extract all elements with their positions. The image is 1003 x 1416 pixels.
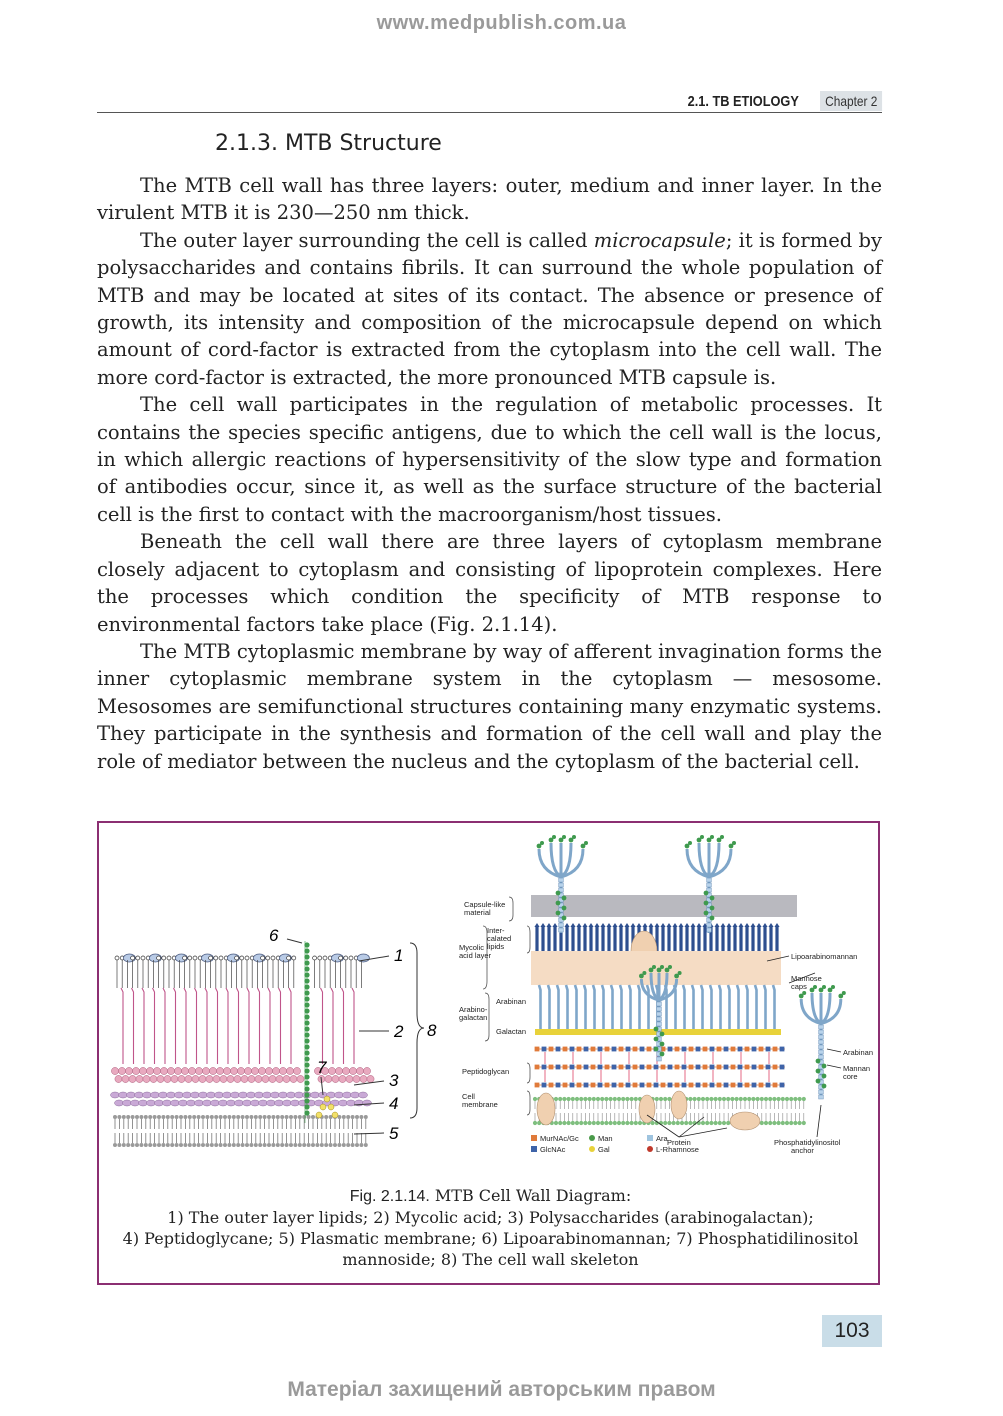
figure-caption: [119, 1185, 862, 1270]
label-2: 2: [394, 1022, 404, 1041]
paragraph-4: Beneath the cell wall there are three layers of cytoplasm membrane closely adjacent to cytoplasm and consisting of lipoprotein complexes. Here the processes which condition the specificity of MTB response to environmental factors take place (Fig. 2.1.14).: [97, 530, 882, 636]
label-pi-anchor-2: anchor: [791, 1146, 814, 1155]
label-lipoarabinomannan: Lipoarabinomannan: [791, 952, 858, 961]
caption-title: MTB Cell Wall Diagram:: [429, 1186, 632, 1205]
label-1: 1: [394, 946, 404, 965]
legend-label: Man: [598, 1134, 613, 1143]
legend-label: Gal: [598, 1145, 610, 1154]
legend-swatch: [531, 1146, 537, 1152]
label-arabinogalactan-2: galactan: [459, 1013, 488, 1022]
paragraph-2-term: microcapsule: [593, 228, 726, 252]
label-intercalated-1: Inter-: [487, 926, 505, 935]
cell-membrane-bilayer: [533, 1097, 806, 1125]
label-mannose-caps-1: Mannose: [791, 974, 822, 983]
lipoarabinomannan-chain: [304, 941, 309, 1123]
paragraph-2: [97, 227, 882, 391]
svg-text:galactan: [459, 1013, 487, 1022]
label-mycolic-2: acid layer: [459, 951, 492, 960]
intercalated-lipid-band: [531, 951, 781, 985]
label-cell-membrane-2: membrane: [462, 1100, 498, 1109]
running-head-section: 2.1. TB ETIOLOGY: [687, 92, 799, 110]
running-head: [668, 90, 882, 112]
capsule-band: [531, 895, 797, 917]
caption-line-3: 4) Peptidoglycane; 5) Plasmatic membrane; 6) Lipoarabinomannan; 7) Phosphatidilinositol: [122, 1229, 859, 1248]
label-capsule-1: Capsule-like: [464, 900, 506, 909]
label-intercalated-2: calated: [487, 934, 512, 943]
cell-wall-diagram: [99, 823, 878, 1183]
mycolic-acid-chains: [121, 988, 354, 1064]
svg-text:material: [464, 908, 491, 917]
legend-swatch: [589, 1135, 595, 1141]
peptidoglycan-layer: [111, 1092, 372, 1106]
legend-label: GlcNAc: [540, 1145, 566, 1154]
label-pi-anchor-1: Phosphatidylinositol: [774, 1138, 841, 1147]
paragraph-2-start: The outer layer surrounding the cell is called: [140, 228, 594, 252]
watermark-top: www.medpublish.com.ua: [376, 12, 627, 34]
outer-lipid-layer: [115, 954, 369, 988]
header-rule: [97, 112, 882, 113]
label-arabinan: Arabinan: [496, 997, 527, 1006]
paragraph-5: The MTB cytoplasmic membrane by way of afferent invagination forms the inner cytoplasmic membrane system in the cytoplasm — mesosome. Mesosomes are semifunctional structures containing many enzymatic systems. They participate in the synthesis and formation of the cell wall and play the role of mediator between the nucleus and the cytoplasm of the bacterial cell.: [97, 639, 882, 773]
watermark-bottom: Матеріал захищений авторським правом: [287, 1378, 716, 1401]
legend-label: Ara: [656, 1134, 668, 1143]
legend-swatch: [647, 1146, 653, 1152]
svg-text:core: [843, 1072, 858, 1081]
svg-text:anchor: [791, 1146, 814, 1155]
legend-swatch: [589, 1146, 595, 1152]
label-mannose-caps-2: caps: [791, 982, 807, 991]
label-mycolic-1: Mycolic: [459, 943, 485, 952]
label-galactan: Galactan: [496, 1027, 527, 1036]
svg-text:caps: [791, 982, 807, 991]
polysaccharide-layer: [111, 1067, 374, 1082]
label-7: 7: [317, 1058, 327, 1077]
legend-swatch: [531, 1135, 537, 1141]
label-protein: Protein: [667, 1138, 691, 1147]
figure-box: [97, 821, 880, 1285]
page-number: 103: [822, 1315, 882, 1347]
label-arabinogalactan-1: Arabino-: [459, 1005, 488, 1014]
section-title: 2.1.3. MTB Structure: [215, 131, 442, 156]
paragraph-1: The MTB cell wall has three layers: outer, medium and inner layer. In the virulent MTB it is 230—250 nm thick.: [97, 174, 882, 225]
caption-line-2: 1) The outer layer lipids; 2) Mycolic acid; 3) Polysaccharides (arabinogalactan);: [167, 1208, 814, 1227]
left-diagram: [111, 926, 438, 1147]
label-6: 6: [269, 926, 279, 945]
label-5: 5: [389, 1124, 399, 1143]
running-head-chapter: Chapter 2: [820, 91, 882, 111]
label-mannan-core-2: core: [843, 1072, 858, 1081]
legend-swatch: [647, 1135, 653, 1141]
label-arabinan-right: Arabinan: [843, 1048, 874, 1057]
legend-label: L-Rhamnose: [656, 1145, 699, 1154]
caption-label: Fig. 2.1.14.: [349, 1188, 430, 1205]
legend-label: MurNAc/Gc: [540, 1134, 579, 1143]
plasma-membrane: [113, 1115, 368, 1147]
label-peptidoglycan: Peptidoglycan: [462, 1067, 510, 1076]
label-4: 4: [389, 1094, 399, 1113]
label-intercalated-3: lipids: [487, 942, 505, 951]
paragraph-3: The cell wall participates in the regulation of metabolic processes. It contains the species specific antigens, due to which the cell wall is the locus, in which allergic reactions of hypersensitivity of the slow type and formation of antibodies occur, since it, as well as the surface structure of the bacterial cell is the first to contact with the macroorganism/host tissues.: [97, 393, 882, 526]
label-8: 8: [427, 1021, 437, 1040]
pim-molecule: [316, 1096, 338, 1118]
label-cell-membrane-1: Cell: [462, 1092, 475, 1101]
label-mannan-core-1: Mannan: [843, 1064, 871, 1073]
paragraph-2-end: ; it is formed by polysaccharides and contains fibrils. It can surround the whole population of MTB and may be located at sites of its contact. The absence or presence of growth, its intensity and composition of the microcapsule depend on which amount of cord-factor is extracted from the cytoplasm into the cell wall. The more cord-factor is extracted, the more pronounced MTB capsule is.: [97, 228, 882, 389]
label-capsule-2: material: [464, 908, 491, 917]
svg-text:membrane: [462, 1100, 498, 1109]
svg-text:lipids: [487, 942, 504, 951]
right-diagram: [459, 835, 873, 1155]
caption-line-4: mannoside; 8) The cell wall skeleton: [342, 1250, 639, 1269]
body-text: [97, 172, 882, 775]
label-3: 3: [389, 1071, 399, 1090]
